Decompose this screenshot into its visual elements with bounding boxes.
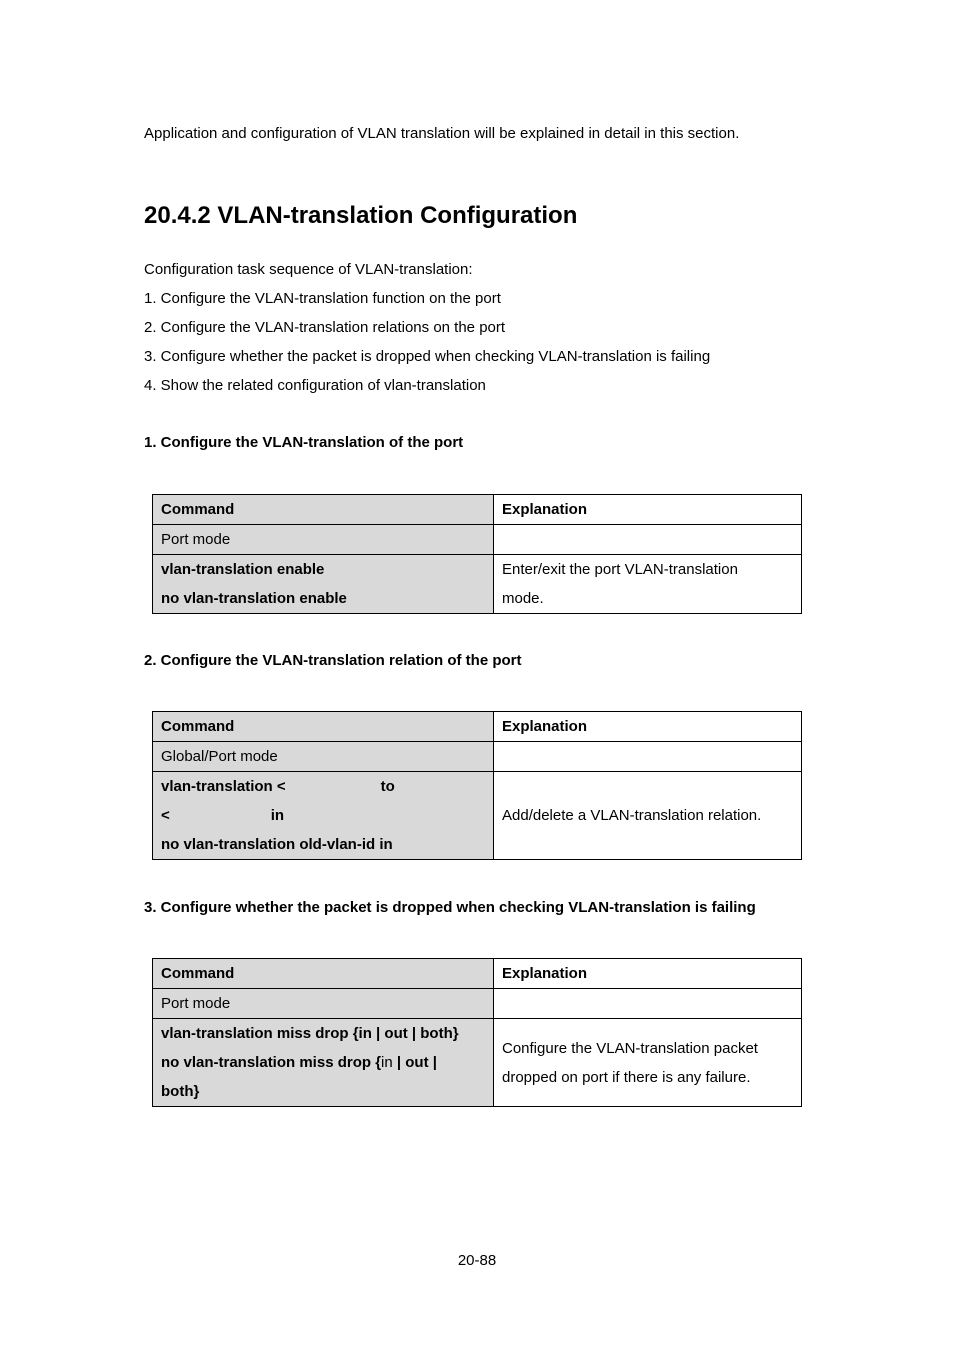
command-fragment: in — [270, 807, 285, 824]
empty-cell — [494, 525, 802, 555]
task-intro: Configuration task sequence of VLAN-translation: — [144, 261, 473, 278]
empty-cell — [494, 989, 802, 1019]
header-explanation: Explanation — [494, 959, 802, 989]
mode-cell: Port mode — [153, 525, 494, 555]
table-header-row — [153, 495, 802, 525]
task-item: 2. Configure the VLAN-translation relations on the port — [144, 319, 506, 336]
page-number: 20-88 — [457, 1252, 497, 1269]
table-row — [153, 555, 802, 614]
explanation-line: mode. — [502, 590, 544, 607]
section-title: 20.4.2 VLAN-translation Configuration — [144, 202, 578, 229]
header-explanation: Explanation — [494, 712, 802, 742]
step2-title: 2. Configure the VLAN-translation relation of the port — [144, 652, 522, 669]
header-command: Command — [153, 495, 494, 525]
task-item: 1. Configure the VLAN-translation function on the port — [144, 290, 501, 307]
command-line: both} — [161, 1083, 200, 1100]
header-explanation: Explanation — [494, 495, 802, 525]
table-row — [153, 772, 802, 860]
explanation-cell: Add/delete a VLAN-translation relation. — [494, 772, 802, 860]
command-cell — [153, 1019, 494, 1107]
mode-cell: Global/Port mode — [153, 742, 494, 772]
command-line: no vlan-translation old-vlan-id in — [161, 836, 393, 853]
command-fragment: no vlan-translation miss drop { — [161, 1054, 382, 1071]
explanation-cell — [494, 1019, 802, 1107]
explanation-line: Configure the VLAN-translation packet — [502, 1039, 758, 1057]
intro-paragraph: Application and configuration of VLAN translation will be explained in detail in this section. — [144, 125, 740, 142]
table-row — [153, 525, 802, 555]
table-header-row — [153, 959, 802, 989]
command-line — [161, 772, 485, 801]
command-line: vlan-translation enable — [161, 561, 325, 578]
command-cell — [153, 772, 494, 860]
step1-command-table — [152, 494, 802, 614]
table-row — [153, 742, 802, 772]
command-line — [161, 801, 485, 830]
table-row — [153, 989, 802, 1019]
header-command: Command — [153, 712, 494, 742]
empty-cell — [494, 742, 802, 772]
step3-title: 3. Configure whether the packet is dropped when checking VLAN-translation is failing — [144, 899, 756, 916]
table-row — [153, 1019, 802, 1107]
step3-command-table — [152, 958, 802, 1107]
command-line: no vlan-translation enable — [161, 590, 347, 607]
command-fragment: vlan-translation < — [161, 778, 286, 795]
step2-command-table — [152, 711, 802, 860]
explanation-line: Enter/exit the port VLAN-translation — [502, 561, 738, 578]
table-header-row — [153, 712, 802, 742]
task-item: 4. Show the related configuration of vlan-translation — [144, 377, 486, 394]
command-fragment: < — [161, 807, 170, 824]
header-command: Command — [153, 959, 494, 989]
command-fragment: in — [381, 1054, 393, 1071]
command-fragment: to — [380, 778, 395, 795]
explanation-cell — [494, 555, 802, 614]
explanation-line: dropped on port if there is any failure. — [502, 1068, 751, 1086]
task-item: 3. Configure whether the packet is dropped when checking VLAN-translation is failing — [144, 348, 711, 365]
step1-title: 1. Configure the VLAN-translation of the port — [144, 434, 464, 451]
command-fragment: | out | — [392, 1054, 437, 1071]
command-line: vlan-translation miss drop {in | out | both} — [161, 1025, 459, 1042]
mode-cell: Port mode — [153, 989, 494, 1019]
command-cell — [153, 555, 494, 614]
command-line — [161, 1048, 485, 1077]
